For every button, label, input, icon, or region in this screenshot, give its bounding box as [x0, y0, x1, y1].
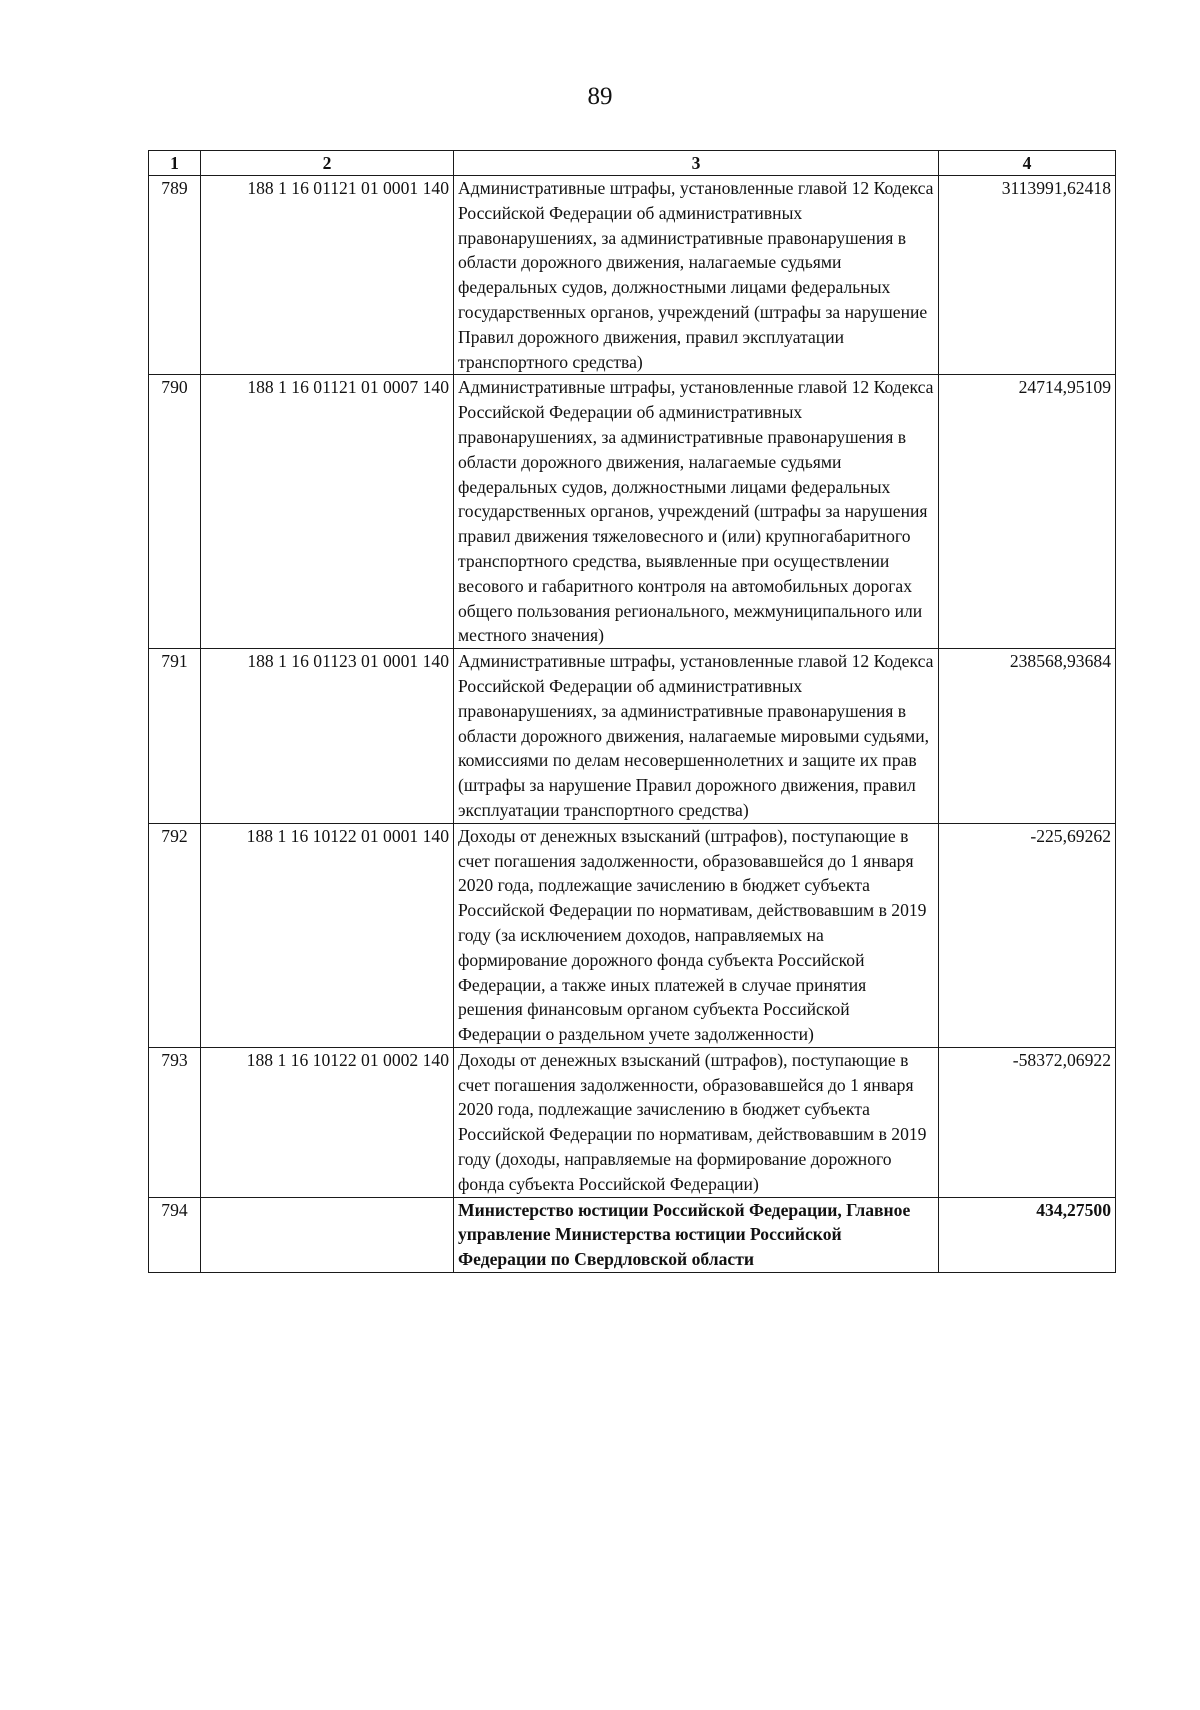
- income-description: Доходы от денежных взысканий (штрафов), поступающие в счет погашения задолженности, образовавшейся до 1 января 2020 года, подлежащие зачислению в бюджет субъекта Российской Федерации по нормативам, действовавшим в 2019 году (за исключением доходов, направляемых на формирование дорожного фонда субъекта Российской Федерации, а также иных платежей в случае принятия решения финансовым органом субъекта Российской Федерации о раздельном учете задолженности): [454, 823, 939, 1047]
- ministry-total-amount: 434,27500: [939, 1197, 1116, 1272]
- budget-code: 188 1 16 10122 01 0001 140: [201, 823, 454, 1047]
- column-header-code: 2: [201, 151, 454, 176]
- budget-code: [201, 1197, 454, 1272]
- table-row-ministry-total: [149, 1197, 1116, 1272]
- table-row: [149, 375, 1116, 649]
- column-header-amount: 4: [939, 151, 1116, 176]
- income-description: Административные штрафы, установленные главой 12 Кодекса Российской Федерации об административных правонарушениях, за административные правонарушения в области дорожного движения, налагаемые судьями федеральных судов, должностными лицами федеральных государственных органов, учреждений (штрафы за нарушение Правил дорожного движения, правил эксплуатации транспортного средства): [454, 176, 939, 375]
- table-row: [149, 176, 1116, 375]
- budget-code: 188 1 16 01121 01 0007 140: [201, 375, 454, 649]
- income-description: Административные штрафы, установленные главой 12 Кодекса Российской Федерации об административных правонарушениях, за административные правонарушения в области дорожного движения, налагаемые судьями федеральных судов, должностными лицами федеральных государственных органов, учреждений (штрафы за нарушения правил движения тяжеловесного и (или) крупногабаритного транспортного средства, выявленные при осуществлении весового и габаритного контроля на автомобильных дорогах общего пользования регионального, межмуниципального или местного значения): [454, 375, 939, 649]
- ministry-name: Министерство юстиции Российской Федерации, Главное управление Министерства юстиции Российской Федерации по Свердловской области: [454, 1197, 939, 1272]
- amount-value: -58372,06922: [939, 1047, 1116, 1197]
- table-row: [149, 823, 1116, 1047]
- row-number: 789: [149, 176, 201, 375]
- income-description: Доходы от денежных взысканий (штрафов), поступающие в счет погашения задолженности, образовавшейся до 1 января 2020 года, подлежащие зачислению в бюджет субъекта Российской Федерации по нормативам, действовавшим в 2019 году (доходы, направляемые на формирование дорожного фонда субъекта Российской Федерации): [454, 1047, 939, 1197]
- budget-code: 188 1 16 01121 01 0001 140: [201, 176, 454, 375]
- budget-code: 188 1 16 01123 01 0001 140: [201, 649, 454, 824]
- budget-table: [148, 150, 1116, 1273]
- table-row: [149, 649, 1116, 824]
- amount-value: 3113991,62418: [939, 176, 1116, 375]
- budget-code: 188 1 16 10122 01 0002 140: [201, 1047, 454, 1197]
- table-header-row: [149, 151, 1116, 176]
- row-number: 792: [149, 823, 201, 1047]
- amount-value: 24714,95109: [939, 375, 1116, 649]
- column-header-number: 1: [149, 151, 201, 176]
- row-number: 794: [149, 1197, 201, 1272]
- amount-value: -225,69262: [939, 823, 1116, 1047]
- table-row: [149, 1047, 1116, 1197]
- row-number: 791: [149, 649, 201, 824]
- row-number: 793: [149, 1047, 201, 1197]
- row-number: 790: [149, 375, 201, 649]
- column-header-description: 3: [454, 151, 939, 176]
- income-description: Административные штрафы, установленные главой 12 Кодекса Российской Федерации об административных правонарушениях, за административные правонарушения в области дорожного движения, налагаемые мировыми судьями, комиссиями по делам несовершеннолетних и защите их прав (штрафы за нарушение Правил дорожного движения, правил эксплуатации транспортного средства): [454, 649, 939, 824]
- page-number: 89: [587, 83, 613, 110]
- amount-value: 238568,93684: [939, 649, 1116, 824]
